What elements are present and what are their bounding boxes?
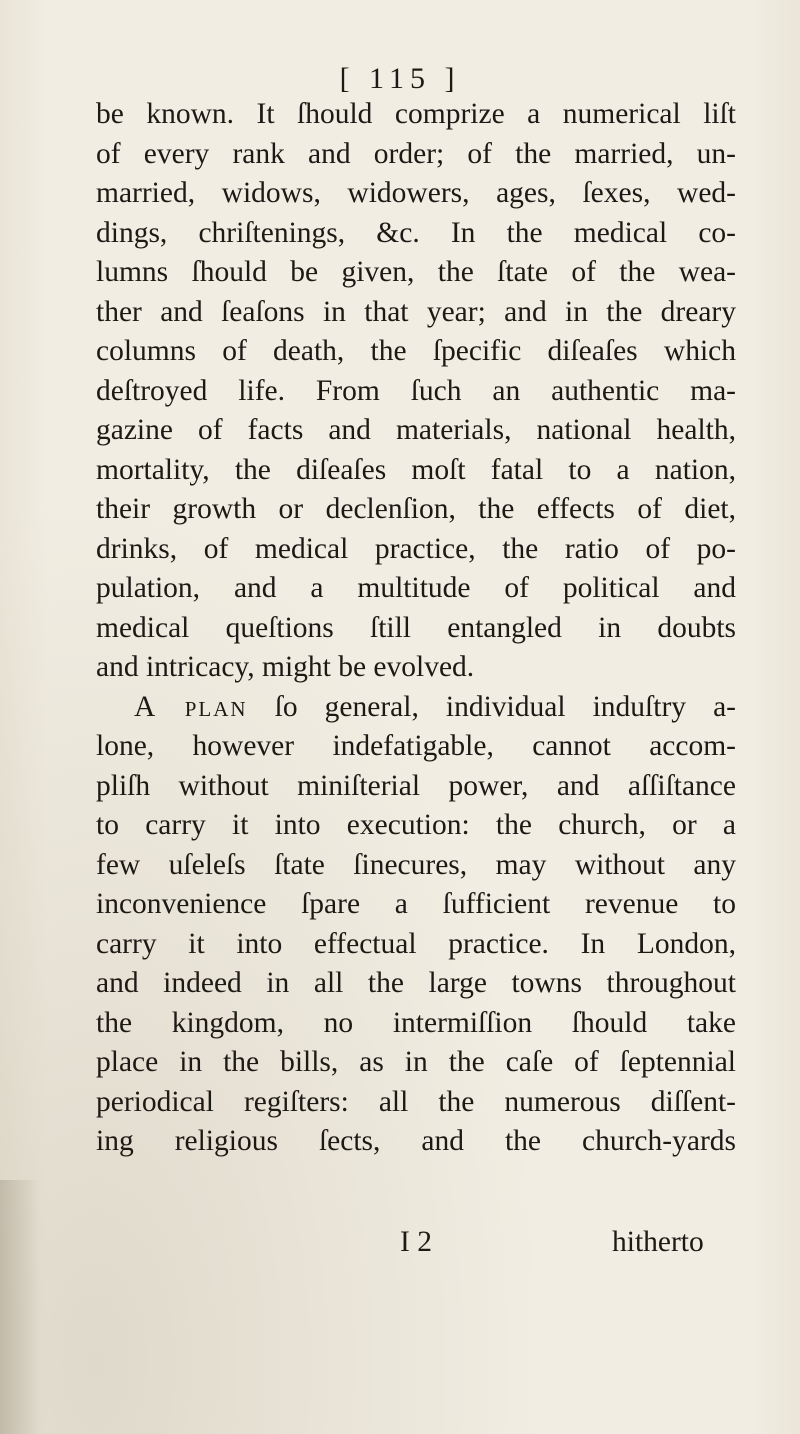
text-line: mortality, the diſeaſes moſt fatal to a nation,: [96, 453, 736, 486]
text-line: columns of death, the ſpecific diſeaſes which: [96, 335, 736, 367]
text-line: lone, however indefatigable, cannot accom-: [96, 730, 736, 762]
text-line: deſtroyed life. From ſuch an authentic ma-: [96, 374, 736, 407]
text-line: the kingdom, no intermiſſion ſhould take: [96, 1006, 736, 1039]
text-line: to carry it into execution: the church, or a: [96, 809, 736, 841]
catchword: hitherto: [612, 1226, 704, 1258]
paragraph-lead-words: A plan: [134, 690, 248, 723]
text-line: carry it into effectual practice. In London,: [96, 927, 736, 960]
text-line: dings, chriſtenings, &c. In the medical co-: [96, 216, 736, 249]
text-line: their growth or declenſion, the effects of diet,: [96, 493, 736, 525]
text-line: and indeed in all the large towns throughout: [96, 967, 736, 999]
text-line: few uſeleſs ſtate ſinecures, may without any: [96, 848, 736, 881]
text-line: lumns ſhould be given, the ſtate of the wea-: [96, 256, 736, 288]
text-line: inconvenience ſpare a ſufficient revenue to: [96, 888, 736, 920]
text-line: married, widows, widowers, ages, ſexes, wed-: [96, 177, 736, 209]
text-line: be known. It ſhould comprize a numerical liſt: [96, 98, 736, 130]
text-line: place in the bills, as in the caſe of ſeptennial: [96, 1046, 736, 1078]
text-line: of every rank and order; of the married, un-: [96, 137, 736, 170]
text-line: ing religious ſects, and the church-yards: [96, 1125, 736, 1157]
catchline: [0, 1222, 800, 1262]
paragraph-start-line: [96, 688, 736, 728]
running-head-page-number: [ 115 ]: [339, 62, 461, 95]
text-line: pliſh without miniſterial power, and aſſiſtance: [96, 769, 736, 802]
text-line: periodical regiſters: all the numerous diſſent-: [96, 1085, 736, 1118]
text-line: gazine of facts and materials, national health,: [96, 414, 736, 446]
page-edge-shadow: [0, 1180, 40, 1434]
text-line: and intricacy, might be evolved.: [96, 651, 475, 683]
text-line: pulation, and a multitude of political and: [96, 572, 736, 604]
paragraph-lead-rest: ſo general, individual induſtry a-: [247, 690, 737, 723]
text-line: ther and ſeaſons in that year; and in the dreary: [96, 295, 736, 328]
body-text: [96, 95, 736, 1162]
text-line: medical queſtions ſtill entangled in doubts: [96, 611, 736, 644]
text-line: drinks, of medical practice, the ratio of po-: [96, 532, 736, 565]
signature-mark: I 2: [400, 1226, 432, 1258]
